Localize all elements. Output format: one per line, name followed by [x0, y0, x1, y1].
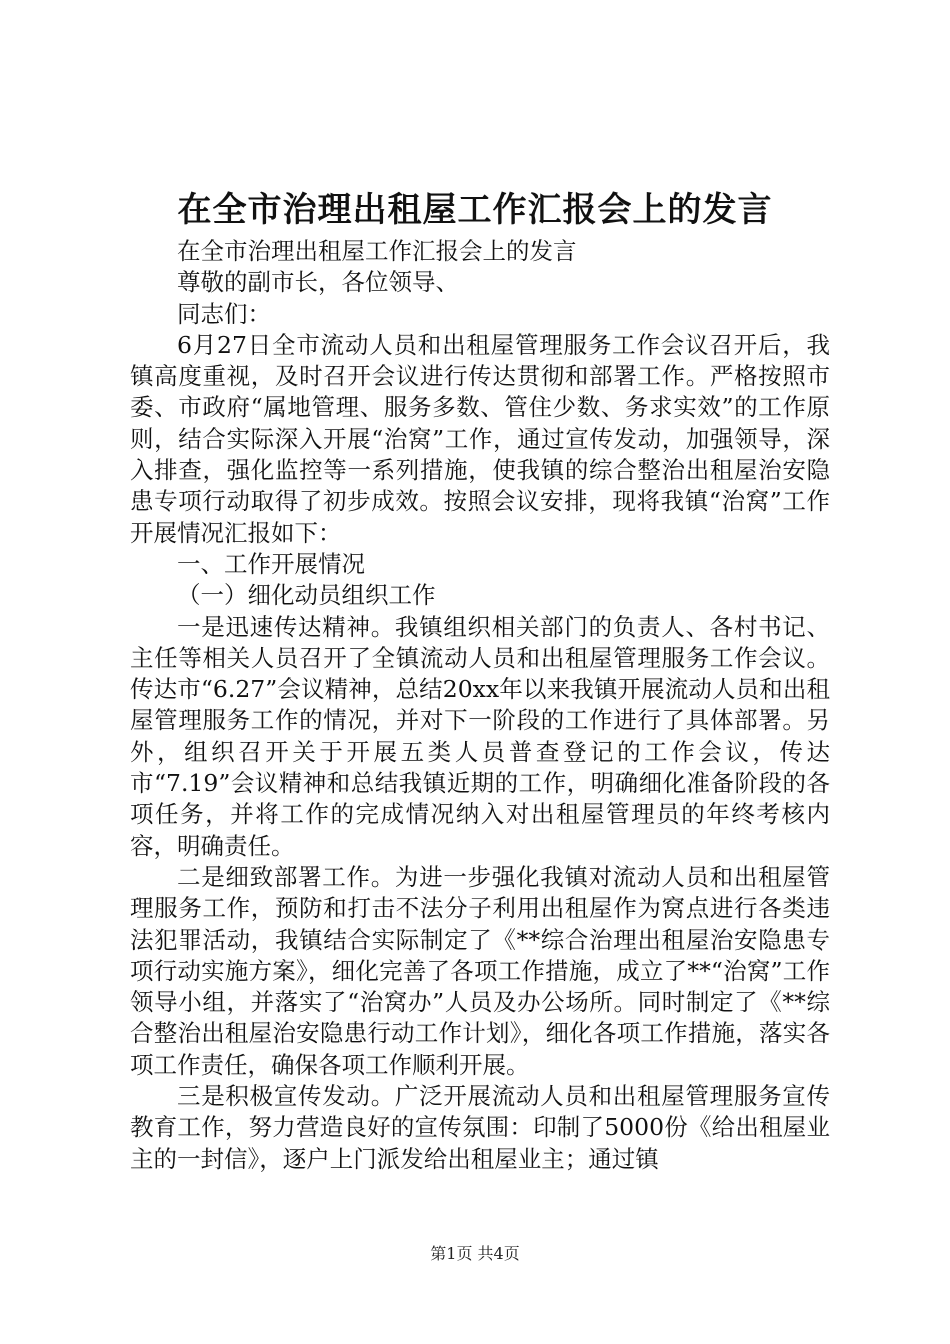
subtitle-line: 在全市治理出租屋工作汇报会上的发言 [177, 237, 577, 265]
body-paragraph-2: 二是细致部署工作。为进一步强化我镇对流动人员和出租屋管理服务工作，预防和打击不法分子利用出租屋作为窝点进行各类违法犯罪活动，我镇结合实际制定了《**综合治理出租屋治安隐患专项行动实施方案》，细化完善了各项工作措施，成立了**“治窝”工作领导小组，并落实了“治窝办”人员及办公场所。同时制定了《**综合整治出租屋治安隐患行动工作计划》，细化各项工作措施，落实各项工作责任，确保各项工作顺利开展。 [130, 862, 830, 1079]
body-paragraph-3: 三是积极宣传发动。广泛开展流动人员和出租屋管理服务宣传教育工作，努力营造良好的宣传氛围：印制了5000份《给出租屋业主的一封信》，逐户上门派发给出租屋业主；通过镇 [130, 1082, 830, 1173]
body-paragraph-1: 一是迅速传达精神。我镇组织相关部门的负责人、各村书记、主任等相关人员召开了全镇流动人员和出租屋管理服务工作会议。传达市“6.27”会议精神，总结20xx年以来我镇开展流动人员和出租屋管理服务工作的情况，并对下一阶段的工作进行了具体部署。另外，组织召开关于开展五类人员普查登记的工作会议，传达市“7.19”会议精神和总结我镇近期的工作，明确细化准备阶段的各项任务，并将工作的完成情况纳入对出租屋管理员的年终考核内容，明确责任。 [130, 612, 830, 860]
intro-paragraph: 6月27日全市流动人员和出租屋管理服务工作会议召开后，我镇高度重视，及时召开会议进行传达贯彻和部署工作。严格按照市委、市政府“属地管理、服务多数、管住少数、务求实效”的工作原则，结合实际深入开展“治窝”工作，通过宣传发动，加强领导，深入排查，强化监控等一系列措施，使我镇的综合整治出租屋治安隐患专项行动取得了初步成效。按照会议安排，现将我镇“治窝”工作开展情况汇报如下： [130, 330, 830, 547]
section-heading: 一、工作开展情况 [177, 549, 365, 578]
subsection-heading: （一）细化动员组织工作 [177, 581, 436, 610]
salutation-line: 尊敬的副市长，各位领导、 [177, 268, 459, 297]
document-body [130, 236, 830, 1175]
page-number: 第1页 共4页 [430, 1244, 520, 1263]
document-title: 在全市治理出租屋工作汇报会上的发言 [177, 190, 773, 230]
salutation-line-2: 同志们： [177, 299, 271, 328]
